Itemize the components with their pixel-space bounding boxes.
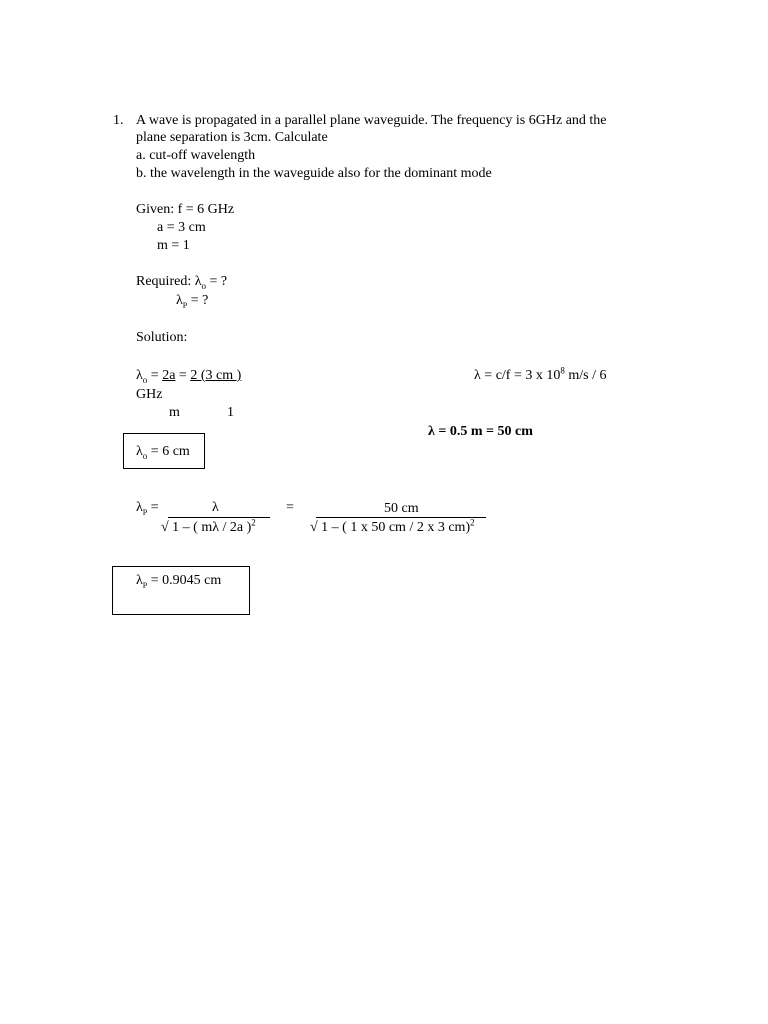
required-tail-o: = ? xyxy=(206,274,228,289)
required-tail-p: = ? xyxy=(187,293,209,308)
subscript-p: P xyxy=(182,300,188,310)
lambda-equation xyxy=(474,367,606,385)
equals: = xyxy=(147,368,163,383)
required-label: Required: xyxy=(136,274,195,289)
guide-result xyxy=(136,572,221,590)
numerator-2a: 2a xyxy=(162,368,176,383)
problem-line-2: plane separation is 3cm. Calculate xyxy=(136,130,328,145)
guide-lhs-eq: = xyxy=(147,500,159,515)
denominator-1: 1 xyxy=(227,405,234,420)
denominator-m: m xyxy=(169,405,180,420)
guide-lhs xyxy=(136,499,159,517)
lambda-result xyxy=(428,423,533,441)
guide-equals: = xyxy=(286,500,294,515)
guide-numerator: λ xyxy=(212,500,219,515)
solution-label: Solution: xyxy=(136,330,188,345)
guide-denominator-2 xyxy=(310,519,475,537)
problem-line-1: A wave is propagated in a parallel plane waveguide. The frequency is 6GHz and the xyxy=(136,113,607,128)
given-m: m = 1 xyxy=(157,238,190,253)
guide-denominator xyxy=(161,519,256,537)
lambda-text: = c/f = 3 x 10 xyxy=(480,368,561,383)
lambda-symbol: λ xyxy=(474,368,481,383)
subscript-p: P xyxy=(142,580,148,590)
lambda-text-2: m/s / 6 xyxy=(564,368,607,383)
cutoff-result xyxy=(136,443,190,461)
exponent: 2 xyxy=(251,517,256,528)
required-lambda-p xyxy=(176,292,208,310)
lambda-symbol: λ xyxy=(176,293,183,308)
subscript-o: o xyxy=(142,450,148,461)
equals: = xyxy=(175,368,191,383)
problem-part-a: a. cut-off wavelength xyxy=(136,148,256,163)
cutoff-equation xyxy=(136,367,241,385)
guide-denominator-2-text: √ 1 – ( 1 x 50 cm / 2 x 3 cm) xyxy=(310,520,471,535)
guide-numerator-2: 50 cm xyxy=(384,501,419,516)
lambda-symbol: λ xyxy=(136,500,143,515)
required-lambda-o xyxy=(136,273,227,291)
subscript-o: o xyxy=(142,374,148,385)
problem-number: 1. xyxy=(113,113,124,128)
guide-denominator-text: √ 1 – ( mλ / 2a ) xyxy=(161,520,252,535)
subscript-p: P xyxy=(142,507,148,517)
lambda-wrap: GHz xyxy=(136,387,163,402)
subscript-o: o xyxy=(201,280,207,291)
lambda-symbol: λ xyxy=(194,274,202,289)
lambda-symbol: λ xyxy=(428,424,435,439)
given-f: Given: f = 6 GHz xyxy=(136,202,235,217)
exponent: 8 xyxy=(560,365,565,376)
fraction-bar xyxy=(316,517,486,518)
lambda-symbol: λ xyxy=(136,368,143,383)
lambda-symbol: λ xyxy=(136,444,143,459)
cutoff-result-text: = 6 cm xyxy=(147,444,190,459)
lambda-result-text: = 0.5 m = 50 cm xyxy=(434,424,533,439)
exponent: 2 xyxy=(470,517,475,528)
numerator-value: 2 (3 cm ) xyxy=(190,368,242,383)
guide-result-text: = 0.9045 cm xyxy=(147,573,222,588)
given-a: a = 3 cm xyxy=(157,220,206,235)
problem-part-b: b. the wavelength in the waveguide also for the dominant mode xyxy=(136,166,492,181)
lambda-symbol: λ xyxy=(136,573,143,588)
